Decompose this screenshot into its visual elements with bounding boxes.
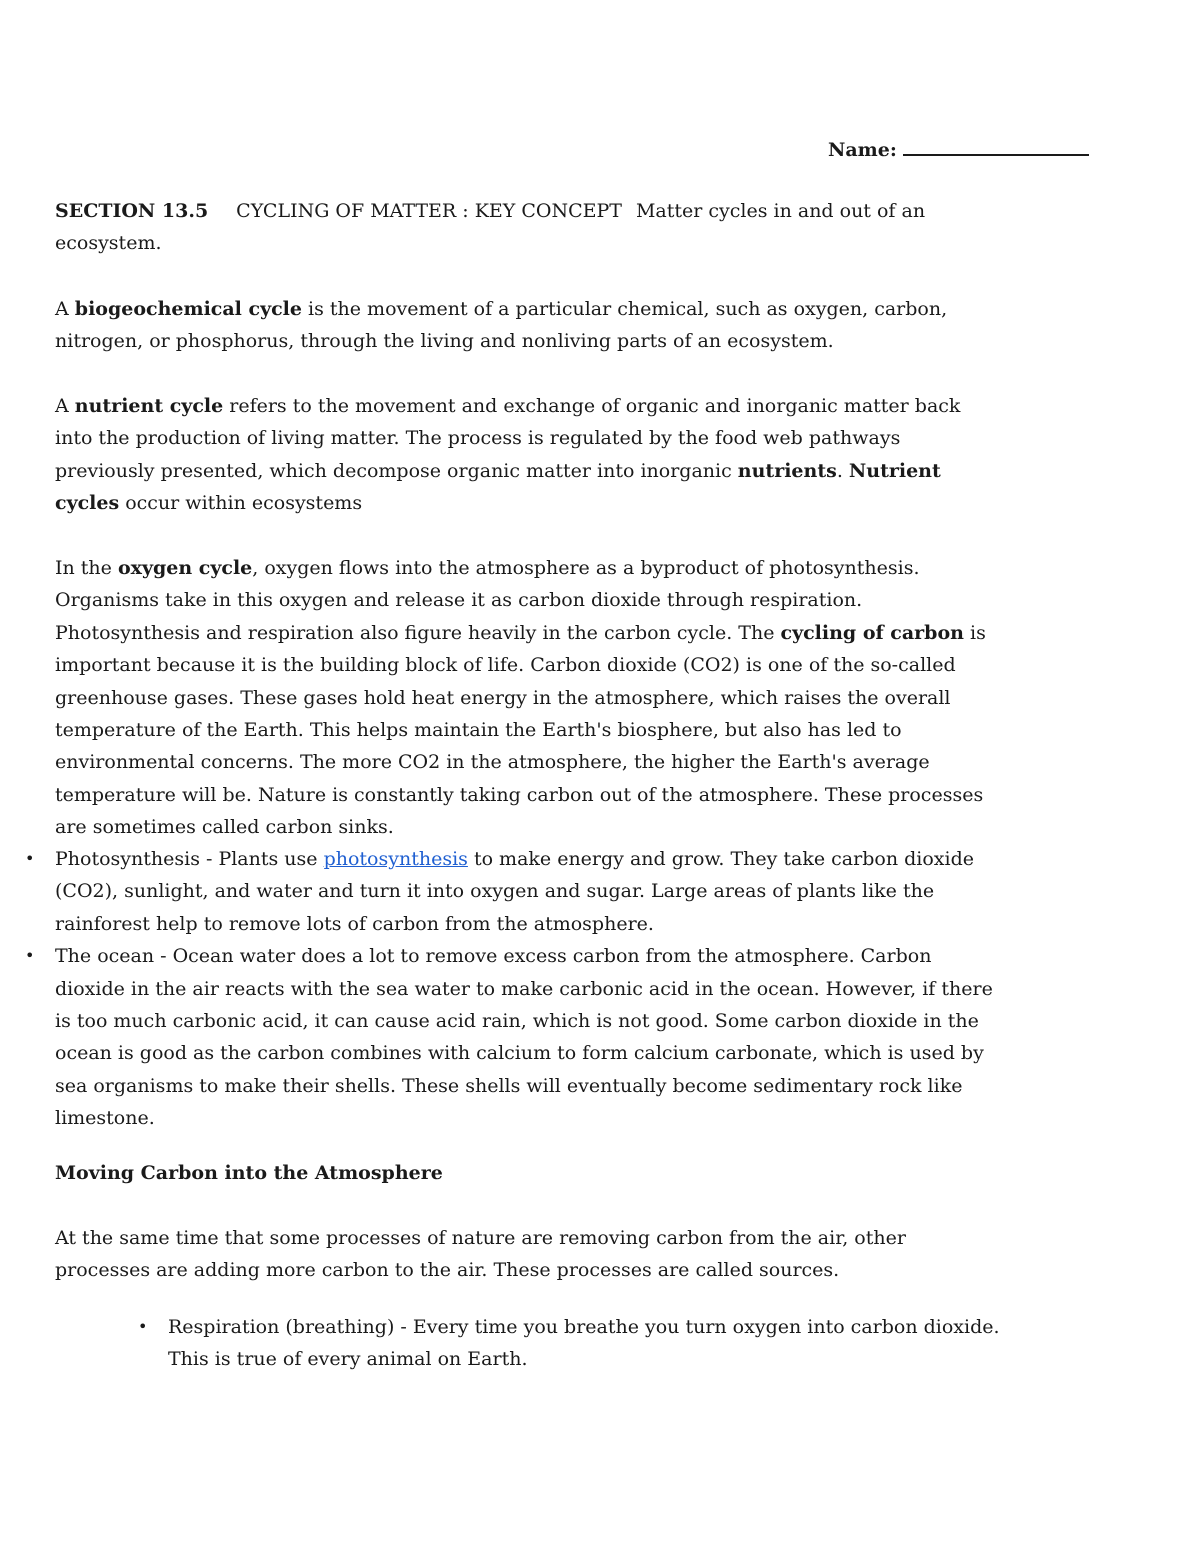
section-subheading: Moving Carbon into the Atmosphere [55, 1162, 443, 1184]
text-run: dioxide in the air reacts with the sea water to make carbonic acid in the ocean. However, if there [55, 977, 993, 1000]
list-item-photosynthesis [25, 843, 1105, 940]
text-run: occur within ecosystems [119, 492, 363, 515]
text-run: At the same time that some processes of nature are removing carbon from the air, other [55, 1227, 906, 1249]
text-run: previously presented, which decompose organic matter into inorganic [55, 459, 738, 482]
text-run: ocean is good as the carbon combines with calcium to form calcium carbonate, which is used by [55, 1042, 984, 1065]
text-run: are sometimes called carbon sinks. [55, 816, 394, 839]
bullet-icon: • [25, 946, 35, 966]
list-item-respiration [138, 1311, 1108, 1376]
text-run: . [836, 459, 849, 482]
text-run: into the production of living matter. The process is regulated by the food web pathways [55, 427, 901, 450]
text-run: A [55, 298, 69, 320]
text-run: processes are adding more carbon to the air. These processes are called sources. [55, 1259, 840, 1282]
text-run: Organisms take in this oxygen and release it as carbon dioxide through respiration. [55, 589, 863, 612]
text-run: is too much carbonic acid, it can cause acid rain, which is not good. Some carbon dioxide in the [55, 1010, 979, 1033]
carbon-sinks-list [25, 843, 1105, 1135]
carbon-sources-list [138, 1311, 1108, 1376]
paragraph-biogeochemical [55, 293, 1105, 358]
term-nutrient-cycle: nutrient cycle [74, 395, 224, 417]
text-run: , oxygen flows into the atmosphere as a byproduct of photosynthesis. [252, 557, 920, 579]
text-run: environmental concerns. The more CO2 in the atmosphere, the higher the Earth's average [55, 751, 930, 774]
name-field [828, 132, 1108, 166]
text-run: sea organisms to make their shells. These shells will eventually become sedimentary rock like [55, 1074, 963, 1097]
text-run: A [55, 395, 69, 417]
text-run: (CO2), sunlight, and water and turn it into oxygen and sugar. Large areas of plants like the [55, 880, 935, 903]
text-run: nitrogen, or phosphorus, through the living and nonliving parts of an ecosystem. [55, 330, 834, 353]
name-label: Name: [828, 139, 897, 161]
text-run: rainforest help to remove lots of carbon from the atmosphere. [55, 912, 654, 935]
bullet-icon: • [25, 849, 35, 868]
name-blank-line[interactable] [903, 132, 1089, 156]
text-run: Photosynthesis - Plants use [55, 848, 324, 870]
key-concept-text-cont: ecosystem. [55, 232, 162, 255]
text-run: This is true of every animal on Earth. [168, 1348, 528, 1371]
text-run: greenhouse gases. These gases hold heat energy in the atmosphere, which raises the overall [55, 686, 951, 709]
moving-carbon-heading [55, 1157, 1105, 1189]
section-heading [55, 195, 1105, 260]
list-item-ocean [25, 940, 1105, 1134]
text-run: In the [55, 557, 118, 579]
section-topic: CYCLING OF MATTER : KEY CONCEPT [236, 200, 622, 222]
term-oxygen-cycle: oxygen cycle [117, 557, 253, 579]
text-run: is the movement of a particular chemical, such as oxygen, carbon, [302, 298, 948, 320]
term-cycles: cycles [55, 492, 120, 515]
text-run: limestone. [55, 1107, 155, 1130]
text-run: temperature will be. Nature is constantly taking carbon out of the atmosphere. These processes [55, 783, 984, 806]
paragraph-nutrient-cycle [55, 390, 1105, 520]
term-cycling-of-carbon: cycling of carbon [780, 621, 964, 644]
text-run: refers to the movement and exchange of organic and inorganic matter back [223, 395, 961, 417]
term-nutrient: Nutrient [848, 459, 941, 482]
text-run: important because it is the building block of life. Carbon dioxide (CO2) is one of the so-called [55, 654, 956, 677]
bullet-icon: • [138, 1317, 148, 1336]
text-run: Respiration (breathing) - Every time you breathe you turn oxygen into carbon dioxide. [168, 1316, 1000, 1338]
photosynthesis-link[interactable]: photosynthesis [323, 848, 468, 870]
term-biogeochemical-cycle: biogeochemical cycle [74, 298, 302, 320]
key-concept-text: Matter cycles in and out of an [635, 200, 926, 222]
text-run: temperature of the Earth. This helps maintain the Earth's biosphere, but also has led to [55, 719, 902, 742]
term-nutrients: nutrients [737, 459, 837, 482]
paragraph-oxygen-cycle [55, 552, 1105, 844]
section-label: SECTION 13.5 [55, 200, 209, 222]
paragraph-sources [55, 1222, 1105, 1287]
text-run: The ocean - Ocean water does a lot to remove excess carbon from the atmosphere. Carbon [55, 945, 932, 968]
text-run: Photosynthesis and respiration also figure heavily in the carbon cycle. The [55, 621, 781, 644]
text-run: to make energy and grow. They take carbon dioxide [467, 848, 974, 870]
text-run: is [963, 621, 986, 644]
